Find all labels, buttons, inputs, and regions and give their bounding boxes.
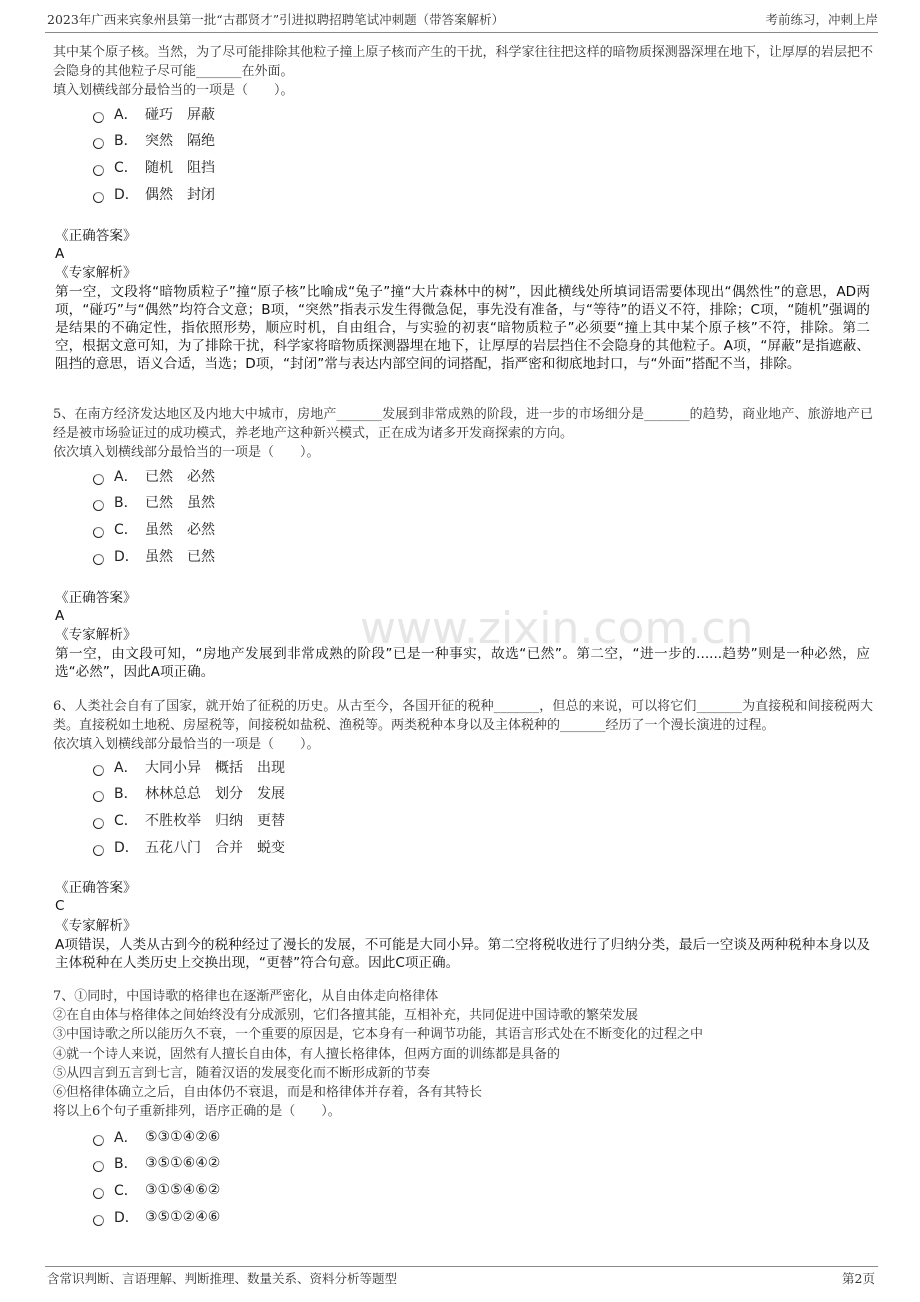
analysis-text: A项错误，人类从古到今的税种经过了漫长的发展，不可能是大同小异。第二空将税收进行了归纳分类，最后一空谈及两种税种本身以及主体税种在人类历史上交换出现，“更替”符合句意。因此C项正确。	[55, 937, 870, 971]
option-letter: A．	[114, 469, 138, 485]
radio-icon	[93, 138, 104, 149]
page-number: 第2页	[842, 1271, 875, 1286]
radio-icon	[93, 845, 104, 856]
question-prompt: 依次填入划横线部分最恰当的一项是（ ）。	[53, 444, 320, 460]
sentence-list	[53, 987, 703, 1121]
question-prompt: 填入划横线部分最恰当的一项是（ ）。	[53, 82, 294, 98]
sentence-line: ⑥但格律体确立之后，自由体仍不衰退，而是和格律体并存着，各有其特长	[53, 1084, 483, 1100]
option-letter: C．	[114, 813, 138, 829]
sentence-line: ④就一个诗人来说，固然有人擅长自由体，有人擅长格律体，但两方面的训练都是具备的	[53, 1046, 561, 1062]
question-stem: 其中某个原子核。当然，为了尽可能排除其他粒子撞上原子核而产生的干扰，科学家往往把这样的暗物质探测器深埋在地下，让厚厚的岩层把不会隐身的其他粒子尽可能_______在外面。	[53, 44, 873, 79]
option-d	[93, 837, 285, 857]
option-d	[93, 546, 215, 566]
option-d	[93, 1207, 220, 1227]
option-c	[93, 519, 215, 539]
option-letter: D．	[114, 1210, 139, 1226]
radio-icon	[93, 112, 104, 123]
option-letter: B．	[114, 133, 138, 149]
option-letter: C．	[114, 160, 138, 176]
option-letter: A．	[114, 1130, 138, 1146]
option-letter: D．	[114, 840, 139, 856]
radio-icon	[93, 1161, 104, 1172]
sentence-line: ②在自由体与格律体之间始终没有分成派别，它们各擅其能，互相补充，共同促进中国诗歌的繁荣发展	[53, 1008, 639, 1024]
option-text: 虽然 必然	[145, 522, 215, 538]
footer-note: 含常识判断、言语理解、判断推理、数量关系、资料分析等题型	[47, 1271, 398, 1286]
option-b	[93, 492, 215, 512]
answer-value: A	[55, 608, 65, 624]
radio-icon	[93, 554, 104, 565]
option-a	[93, 757, 285, 777]
answer-heading: 《正确答案》	[55, 590, 137, 606]
radio-icon	[93, 1188, 104, 1199]
option-letter: B．	[114, 495, 138, 511]
option-text: 五花八门 合并 蜕变	[145, 840, 285, 856]
answer-heading: 《正确答案》	[55, 880, 137, 896]
answer-value: C	[55, 898, 65, 914]
radio-icon	[93, 192, 104, 203]
radio-icon	[93, 527, 104, 538]
option-a	[93, 104, 215, 124]
option-text: 大同小异 概括 出现	[145, 760, 285, 776]
analysis-heading: 《专家解析》	[55, 627, 137, 643]
option-text: ③⑤①②④⑥	[145, 1209, 221, 1225]
header-divider	[45, 32, 878, 33]
sentence-line: ⑤从四言到五言到七言，随着汉语的发展变化而不断形成新的节奏	[53, 1065, 431, 1081]
option-text: ③①⑤④⑥②	[145, 1182, 221, 1198]
option-b	[93, 1153, 220, 1173]
radio-icon	[93, 500, 104, 511]
radio-icon	[93, 165, 104, 176]
option-text: 突然 隔绝	[145, 133, 215, 149]
radio-icon	[93, 1215, 104, 1226]
option-c	[93, 1180, 220, 1200]
option-a	[93, 466, 215, 486]
option-letter: C．	[114, 522, 138, 538]
option-letter: A．	[114, 760, 138, 776]
option-a	[93, 1127, 220, 1147]
radio-icon	[93, 474, 104, 485]
option-c	[93, 810, 285, 830]
radio-icon	[93, 1135, 104, 1146]
option-text: 碰巧 屏蔽	[145, 107, 215, 123]
analysis-heading: 《专家解析》	[55, 918, 137, 934]
header-title: 2023年广西来宾象州县第一批“古郡贤才”引进拟聘招聘笔试冲刺题（带答案解析）	[47, 12, 505, 27]
header-slogan: 考前练习，冲刺上岸	[765, 12, 878, 27]
analysis-text: 第一空，由文段可知，“房地产发展到非常成熟的阶段”已是一种事实，故选“已然”。第二空，“进一步的......趋势”则是一种必然，应选“必然”，因此A项正确。	[55, 646, 870, 680]
option-text: 随机 阻挡	[145, 160, 215, 176]
answer-heading: 《正确答案》	[55, 228, 137, 244]
analysis-heading: 《专家解析》	[55, 265, 137, 281]
option-text: 林林总总 划分 发展	[145, 786, 285, 802]
analysis-text: 第一空，文段将“暗物质粒子”撞“原子核”比喻成“兔子”撞“大片森林中的树”，因此横线处所填词语需要体现出“偶然性”的意思，AD两项，“碰巧”与“偶然”均符合文意；B项，“突然”指表示发生得微急促，事先没有准备，与“等待”的语义不符，排除；C项，“随机”强调的是结果的不确定性，指依照形势，顺应时机，自由组合，与实验的初衷“暗物质粒子”必须要“撞上其中某个原子核”不符，排除。第二空，根据文意可知，为了排除干扰，科学家将暗物质探测器埋在地下，让厚厚的岩层挡住不会隐身的其他粒子。A项，“屏蔽”是指遮蔽、阻挡的意思，语义合适，当选；D项，“封闭”常与表达内部空间的词搭配，指严密和彻底地封口，与“外面”搭配不当，排除。	[55, 284, 870, 372]
option-b	[93, 783, 285, 803]
sentence-line: 7、①同时，中国诗歌的格律也在逐渐严密化，从自由体走向格律体	[53, 989, 439, 1004]
option-c	[93, 157, 215, 177]
sentence-line: ③中国诗歌之所以能历久不衰，一个重要的原因是，它本身有一种调节功能，其语言形式处在不断变化的过程之中	[53, 1027, 704, 1043]
question-prompt: 将以上6个句子重新排列，语序正确的是（ ）。	[53, 1104, 341, 1120]
radio-icon	[93, 818, 104, 829]
option-b	[93, 130, 215, 150]
option-text: 不胜枚举 归纳 更替	[145, 813, 285, 829]
option-letter: C．	[114, 1183, 138, 1199]
question-stem: 5、在南方经济发达地区及内地大中城市，房地产_______发展到非常成熟的阶段，进一步的市场细分是_______的趋势，商业地产、旅游地产已经是被市场验证过的成功模式，养老地产这种新兴模式，正在成为诸多开发商探索的方向。	[53, 406, 873, 441]
footer-divider	[45, 1266, 878, 1267]
radio-icon	[93, 765, 104, 776]
option-text: ⑤③①④②⑥	[145, 1129, 221, 1145]
option-letter: B．	[114, 1156, 138, 1172]
question-prompt: 依次填入划横线部分最恰当的一项是（ ）。	[53, 736, 320, 752]
option-letter: D．	[114, 187, 139, 203]
option-text: ③⑤①⑥④②	[145, 1155, 221, 1171]
option-text: 偶然 封闭	[145, 187, 215, 203]
answer-value: A	[55, 246, 65, 262]
option-text: 已然 必然	[145, 469, 215, 485]
option-letter: A．	[114, 107, 138, 123]
radio-icon	[93, 791, 104, 802]
watermark: www.zixin.com.cn	[360, 603, 754, 654]
option-letter: D．	[114, 549, 139, 565]
option-d	[93, 184, 215, 204]
option-letter: B．	[114, 786, 138, 802]
question-stem: 6、人类社会自有了国家，就开始了征税的历史。从古至今，各国开征的税种_______，但总的来说，可以将它们_______为直接税和间接税两大类。直接税如土地税、房屋税等，间接税如盐税、渔税等。两类税种本身以及主体税种的_______经历了一个漫长演进的过程。	[53, 698, 873, 733]
option-text: 虽然 已然	[145, 549, 215, 565]
option-text: 已然 虽然	[145, 495, 215, 511]
